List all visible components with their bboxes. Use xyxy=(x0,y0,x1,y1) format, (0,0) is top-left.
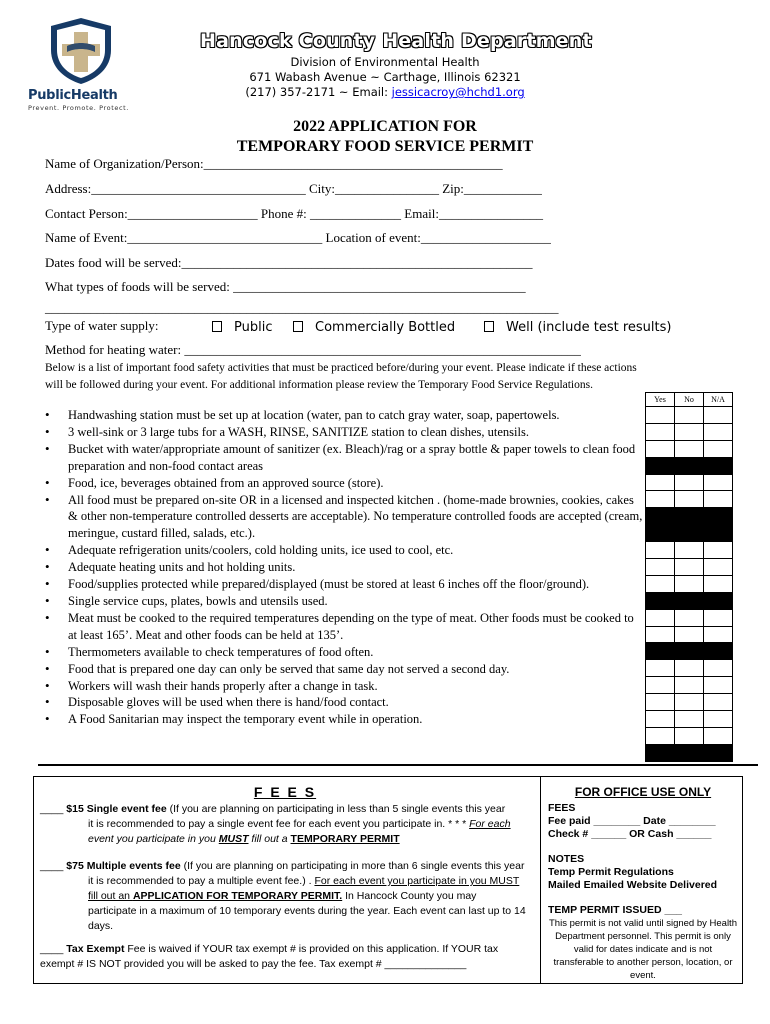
grid-cell-blocked xyxy=(646,643,675,660)
list-item: • Disposable gloves will be used when there is hand/food contact. xyxy=(45,694,645,711)
logo-text: PublicHealth xyxy=(28,88,118,103)
grid-cell[interactable] xyxy=(704,423,733,440)
department-title: Hancock County Health Department xyxy=(200,30,592,52)
water-supply-label: Type of water supply: xyxy=(45,318,159,333)
contact-line xyxy=(200,85,570,100)
grid-cell[interactable] xyxy=(646,694,675,711)
grid-cell[interactable] xyxy=(704,440,733,457)
checkbox-bottled[interactable] xyxy=(293,321,303,332)
grid-cell-blocked xyxy=(675,508,704,525)
grid-cell[interactable] xyxy=(704,711,733,728)
grid-cell[interactable] xyxy=(646,542,675,559)
grid-cell[interactable] xyxy=(675,440,704,457)
grid-cell[interactable] xyxy=(704,677,733,694)
grid-cell[interactable] xyxy=(675,677,704,694)
water-option-public[interactable]: Public xyxy=(212,320,272,335)
fee-paid-line: Fee paid ________ Date ________ xyxy=(548,815,716,827)
list-item: • 3 well-sink or 3 large tubs for a WASH, RINSE, SANITIZE station to clean dishes, utensils. xyxy=(45,424,645,441)
grid-cell[interactable] xyxy=(646,660,675,677)
list-item: • Workers will wash their hands properly after a change in task. xyxy=(45,678,645,695)
grid-cell[interactable] xyxy=(675,626,704,643)
grid-cell-blocked xyxy=(675,744,704,761)
list-item: • Adequate refrigeration units/coolers, cold holding units, ice used to cool, etc. xyxy=(45,542,645,559)
grid-cell-blocked xyxy=(704,592,733,609)
grid-cell[interactable] xyxy=(675,575,704,592)
application-title-line1: 2022 APPLICATION FOR xyxy=(293,118,477,135)
check-cash-line: Check # ______ OR Cash ______ xyxy=(548,828,712,840)
grid-cell[interactable] xyxy=(646,559,675,576)
grid-cell-blocked xyxy=(704,643,733,660)
grid-cell[interactable] xyxy=(704,474,733,491)
grid-cell[interactable] xyxy=(704,626,733,643)
grid-cell[interactable] xyxy=(646,423,675,440)
grid-cell[interactable] xyxy=(675,609,704,626)
list-item: • Thermometers available to check temperatures of food often. xyxy=(45,644,645,661)
list-item: • Handwashing station must be set up at location (water, pan to catch gray water, soap, papertowels. xyxy=(45,407,645,424)
grid-cell[interactable] xyxy=(646,609,675,626)
response-grid xyxy=(645,392,733,762)
public-health-logo xyxy=(26,16,136,116)
section-divider xyxy=(38,764,758,766)
logo-tagline: Prevent. Promote. Protect. xyxy=(28,104,129,112)
grid-cell-blocked xyxy=(704,525,733,542)
grid-cell[interactable] xyxy=(675,423,704,440)
grid-cell[interactable] xyxy=(704,694,733,711)
heating-field[interactable]: Method for heating water: _____________________________________________________________ xyxy=(45,342,581,357)
grid-cell[interactable] xyxy=(704,660,733,677)
grid-header-na: N/A xyxy=(704,393,733,407)
grid-cell[interactable] xyxy=(675,491,704,508)
grid-cell-blocked xyxy=(646,508,675,525)
grid-cell-blocked xyxy=(646,525,675,542)
grid-cell[interactable] xyxy=(646,407,675,424)
list-item: • Bucket with water/appropriate amount of sanitizer (ex. Bleach)/rag or a spray bottle & paper towels to clean food preparation and non-food contact areas xyxy=(45,441,645,475)
list-item: • A Food Sanitarian may inspect the temporary event while in operation. xyxy=(45,711,645,728)
grid-cell[interactable] xyxy=(675,727,704,744)
office-fees-label: FEES xyxy=(548,802,576,814)
grid-cell[interactable] xyxy=(646,575,675,592)
grid-cell-blocked xyxy=(675,592,704,609)
grid-cell[interactable] xyxy=(675,542,704,559)
event-field[interactable]: Name of Event:______________________________ Location of event:____________________ xyxy=(45,230,551,245)
grid-cell[interactable] xyxy=(646,677,675,694)
regs-line: Temp Permit Regulations xyxy=(548,866,674,878)
grid-cell[interactable] xyxy=(704,559,733,576)
organization-field[interactable]: Name of Organization/Person:______________________________________________ xyxy=(45,156,503,171)
grid-cell[interactable] xyxy=(704,575,733,592)
contact-field[interactable]: Contact Person:____________________ Phone #: ______________ Email:________________ xyxy=(45,206,543,221)
grid-cell-blocked xyxy=(646,592,675,609)
checkbox-well[interactable] xyxy=(484,321,494,332)
notes-label: NOTES xyxy=(548,853,585,865)
water-option-bottled[interactable]: Commercially Bottled xyxy=(293,320,455,335)
list-item: • All food must be prepared on-site OR in a licensed and inspected kitchen . (home-made brownies, cookies, cakes & other non-temperature controlled desserts are acceptable). No temperature controlled foods are accepted (cream, meringue, custard filled, salads, etc.). xyxy=(45,492,645,543)
grid-header-no: No xyxy=(675,393,704,407)
grid-cell[interactable] xyxy=(675,711,704,728)
division-line: Division of Environmental Health xyxy=(290,55,480,69)
address-line: 671 Wabash Avenue ~ Carthage, Illinois 62321 xyxy=(249,70,521,84)
safety-checklist xyxy=(45,407,645,728)
grid-cell[interactable] xyxy=(646,474,675,491)
grid-header-yes: Yes xyxy=(646,393,675,407)
office-use-section xyxy=(548,784,738,982)
grid-cell-blocked xyxy=(704,744,733,761)
grid-cell[interactable] xyxy=(704,542,733,559)
phone-text: (217) 357-2171 ~ Email: xyxy=(245,85,392,99)
grid-cell[interactable] xyxy=(704,727,733,744)
fees-box-divider xyxy=(540,776,541,984)
email-link[interactable]: jessicacroy@hchd1.org xyxy=(391,85,525,99)
multiple-fee-option[interactable]: ____ $75 Multiple events fee (If you are planning on participating in more than 6 single events this year it is recommended to pay a multiple event fee.) . For each event you participate in you MUST fill out an APPLICATION FOR TEMPORARY PERMIT. In Hancock County you may participate in a maximum of 10 temporary events during the year. Each event can last up to 14 days. xyxy=(40,860,526,932)
office-title: FOR OFFICE USE ONLY xyxy=(574,785,712,799)
grid-cell-blocked xyxy=(704,508,733,525)
list-item: • Food, ice, beverages obtained from an approved source (store). xyxy=(45,475,645,492)
list-item: • Single service cups, plates, bowls and utensils used. xyxy=(45,593,645,610)
grid-cell[interactable] xyxy=(704,491,733,508)
list-item: • Adequate heating units and hot holding units. xyxy=(45,559,645,576)
grid-cell[interactable] xyxy=(646,727,675,744)
list-item: • Meat must be cooked to the required temperatures depending on the type of meat. Other foods must be cooked to at least 165’. Meat and other foods can be held at 135’. xyxy=(45,610,645,644)
grid-cell[interactable] xyxy=(704,407,733,424)
grid-cell[interactable] xyxy=(675,694,704,711)
grid-cell[interactable] xyxy=(675,474,704,491)
grid-cell[interactable] xyxy=(675,660,704,677)
grid-cell[interactable] xyxy=(646,626,675,643)
dates-field[interactable]: Dates food will be served:______________________________________________________ xyxy=(45,255,533,270)
grid-cell-blocked xyxy=(646,457,675,474)
grid-cell-blocked xyxy=(646,744,675,761)
grid-cell[interactable] xyxy=(646,491,675,508)
food-types-field[interactable]: What types of foods will be served: _____________________________________________ xyxy=(45,279,526,294)
grid-cell-blocked xyxy=(704,457,733,474)
grid-cell[interactable] xyxy=(675,407,704,424)
food-types-continuation[interactable]: _______________________________________________________________________________ xyxy=(45,300,559,315)
grid-cell-blocked xyxy=(675,525,704,542)
list-item: • Food that is prepared one day can only be served that same day not served a second day. xyxy=(45,661,645,678)
delivery-line: Mailed Emailed Website Delivered xyxy=(548,879,718,891)
grid-cell[interactable] xyxy=(646,440,675,457)
grid-cell-blocked xyxy=(675,457,704,474)
list-item: • Food/supplies protected while prepared/displayed (must be stored at least 6 inches off the floor/ground). xyxy=(45,576,645,593)
grid-cell[interactable] xyxy=(704,609,733,626)
grid-cell[interactable] xyxy=(675,559,704,576)
application-title-line2: TEMPORARY FOOD SERVICE PERMIT xyxy=(236,138,534,155)
fees-section xyxy=(40,784,530,972)
grid-cell-blocked xyxy=(675,643,704,660)
water-option-well[interactable]: Well (include test results) xyxy=(484,320,671,335)
grid-cell[interactable] xyxy=(646,711,675,728)
single-fee-option[interactable]: ____ $15 Single event fee (If you are planning on participating in less than 5 single events this year it is recommended to pay a single event fee for each event you participate in. * * * For each event you participate in you MUST fill out a TEMPORARY PERMIT xyxy=(40,803,511,845)
permit-issued-line: TEMP PERMIT ISSUED ___ xyxy=(548,904,683,916)
tax-exempt-option[interactable]: ____ Tax Exempt Fee is waived if YOUR tax exempt # is provided on this application. If YOUR tax exempt # IS NOT provided you will be asked to pay the fee. Tax exempt # ______________ xyxy=(40,943,499,970)
intro-text: Below is a list of important food safety activities that must be practiced before/during your event. Please indicate if these actions will be followed during your event. For additional information please review the Temporary Food Service Regulations. xyxy=(45,362,637,391)
fees-title: F E E S xyxy=(253,784,317,800)
address-field[interactable]: Address:_________________________________ City:________________ Zip:____________ xyxy=(45,181,542,196)
shield-cross-icon xyxy=(47,16,115,86)
checkbox-public[interactable] xyxy=(212,321,222,332)
disclaimer-text: This permit is not valid until signed by Health Department personnel. This permit is only valid for dates indicate and is not transferable to another person, location, or event. xyxy=(549,918,737,981)
